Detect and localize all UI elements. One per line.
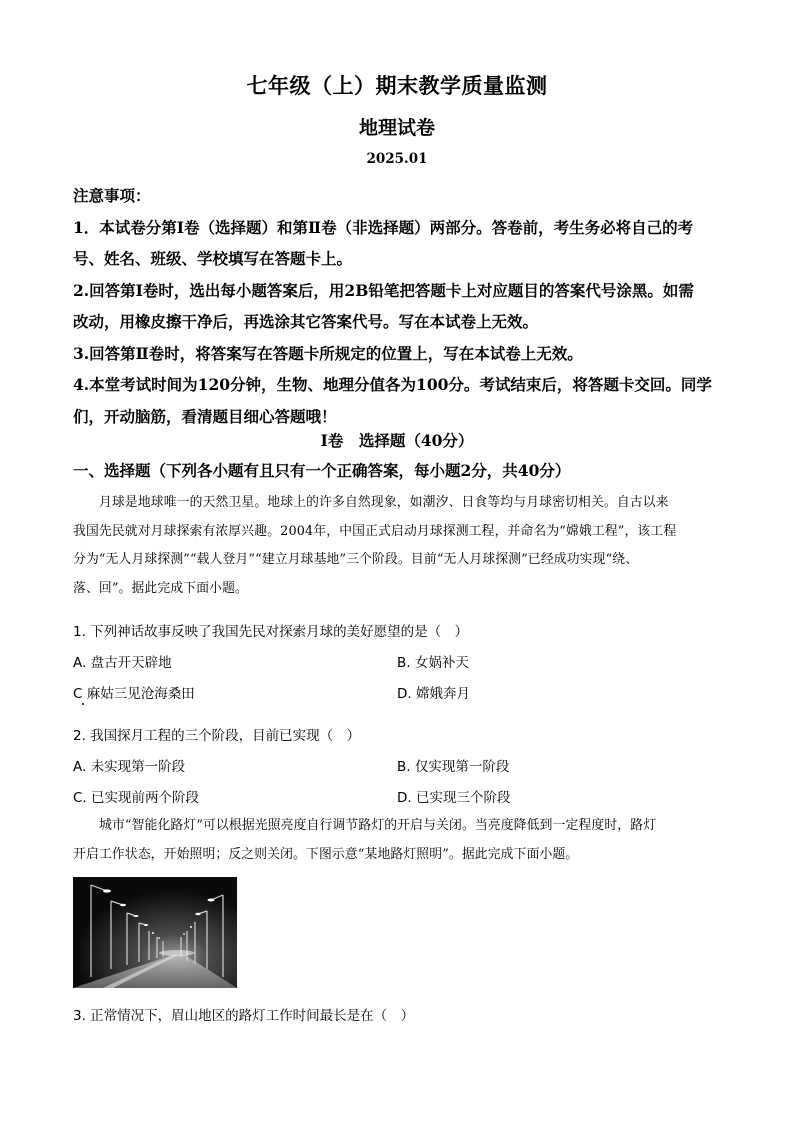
question-3-stem: 3. 正常情况下，眉山地区的路灯工作时间最长是在（ ） bbox=[73, 1008, 415, 1024]
q1-option-a: A. 盘古开天辟地 bbox=[73, 655, 172, 671]
notice-line: 们，开动脑筋，看清题目细心答题哦！ bbox=[73, 406, 337, 426]
exam-subject: 地理试卷 bbox=[358, 117, 435, 139]
q1-option-b: B. 女娲补天 bbox=[397, 655, 469, 671]
question-2-stem: 2. 我国探月工程的三个阶段，目前已实现（ ） bbox=[73, 728, 361, 744]
notice-line: 号、姓名、班级、学校填写在答题卡上。 bbox=[73, 249, 353, 268]
streetlight-photo bbox=[73, 877, 237, 988]
passage-line: 分为“无人月球探测”“载人登月”“建立月球基地”三个阶段。目前“无人月球探测”已经成功实现“绕、 bbox=[73, 552, 639, 567]
passage-line: 开启工作状态，开始照明；反之则关闭。下图示意“某地路灯照明”。据此完成下面小题。 bbox=[73, 846, 579, 862]
exam-date: 2025.01 bbox=[366, 151, 428, 167]
passage-line: 月球是地球唯一的天然卫星。地球上的许多自然现象，如潮汐、日食等均与月球密切相关。自古以来 bbox=[99, 495, 669, 510]
scan-dot bbox=[82, 703, 84, 705]
q1-option-d: D. 嫦娥奔月 bbox=[397, 686, 470, 702]
question-1-stem: 1. 下列神话故事反映了我国先民对探索月球的美好愿望的是（ ） bbox=[73, 624, 469, 640]
q2-option-d: D. 已实现三个阶段 bbox=[397, 790, 511, 806]
passage-line: 我国先民就对月球探索有浓厚兴趣。2004年，中国正式启动月球探测工程，并命名为“嫦娥工程”，该工程 bbox=[73, 523, 677, 539]
passage-line: 落、回”。据此完成下面小题。 bbox=[73, 580, 249, 596]
passage-moon bbox=[73, 489, 725, 603]
notice-line: 改动，用橡皮擦干净后，再选涂其它答案代号。写在本试卷上无效。 bbox=[73, 312, 539, 331]
q2-option-a: A. 未实现第一阶段 bbox=[73, 759, 186, 775]
q2-option-b: B. 仅实现第一阶段 bbox=[397, 759, 510, 775]
part-title: 一、选择题（下列各小题有且只有一个正确答案，每小题2分，共40分） bbox=[73, 461, 571, 480]
q1-option-c: C 麻姑三见沧海桑田 bbox=[73, 686, 195, 702]
notice-line: 2.回答第Ⅰ卷时，选出每小题答案后，用2B铅笔把答题卡上对应题目的答案代号涂黑。如需 bbox=[73, 280, 694, 300]
q2-option-c: C. 已实现前两个阶段 bbox=[73, 790, 200, 806]
passage-streetlight bbox=[73, 812, 725, 869]
notice-heading: 注意事项： bbox=[73, 186, 151, 205]
notice-block bbox=[73, 180, 725, 432]
notice-line: 4.本堂考试时间为120分钟，生物、地理分值各为100分。考试结束后，将答题卡交回。同学 bbox=[73, 375, 712, 394]
section-title: Ⅰ卷 选择题（40分） bbox=[320, 431, 474, 450]
passage-line: 城市“智能化路灯”可以根据光照亮度自行调节路灯的开启与关闭。当亮度降低到一定程度时，路灯 bbox=[99, 818, 657, 833]
notice-line: 3.回答第Ⅱ卷时，将答案写在答题卡所规定的位置上，写在本试卷上无效。 bbox=[73, 343, 583, 363]
exam-title: 七年级（上）期末教学质量监测 bbox=[246, 73, 548, 98]
night-road-illustration bbox=[73, 877, 237, 988]
notice-line: 1．本试卷分第Ⅰ卷（选择题）和第Ⅱ卷（非选择题）两部分。答卷前，考生务必将自己的考 bbox=[73, 217, 694, 237]
